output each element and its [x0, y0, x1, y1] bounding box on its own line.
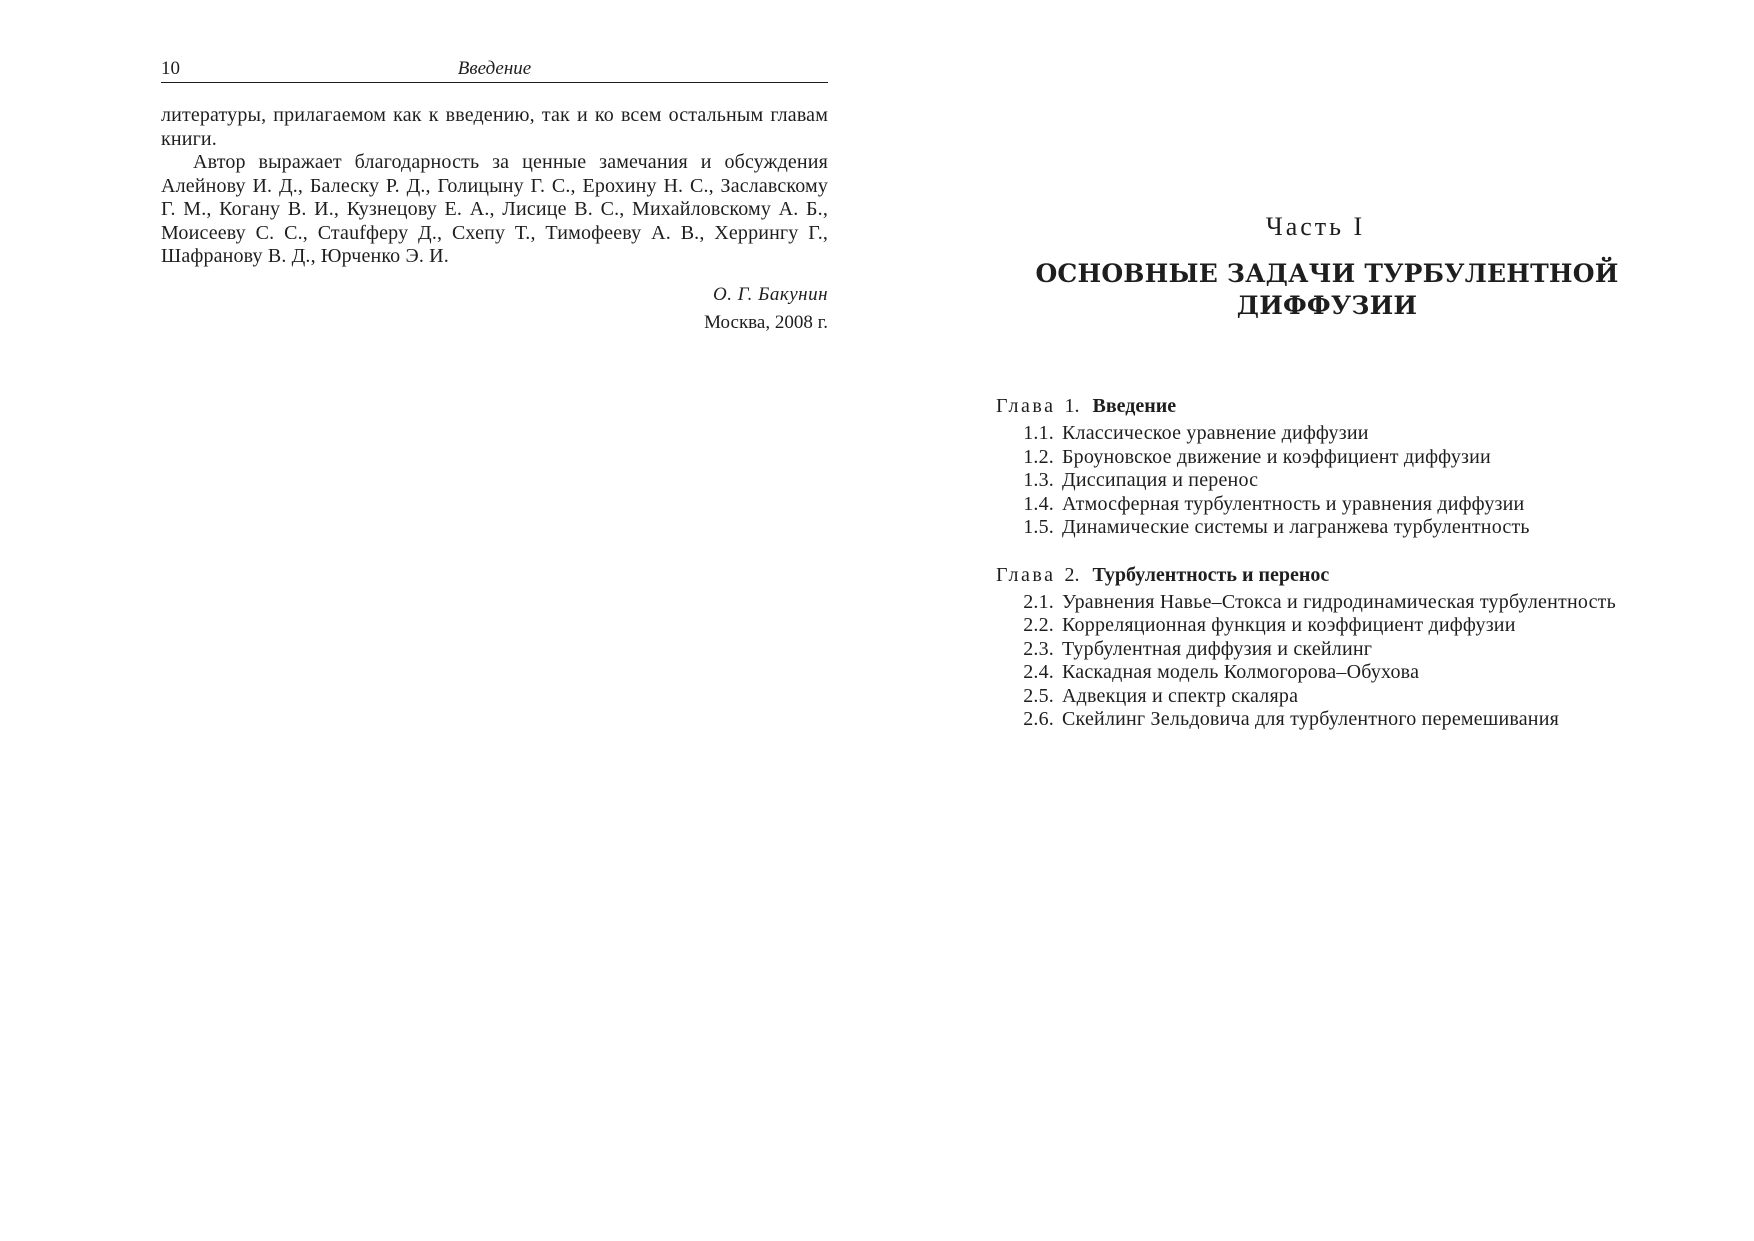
list-item — [996, 469, 1736, 493]
section-title: Корреляционная функция и коэффициент диффузии — [1062, 614, 1516, 636]
section-number: 2.4. — [1023, 661, 1054, 683]
section-number: 1.5. — [1023, 516, 1054, 538]
list-item — [996, 638, 1736, 662]
part-label: Часть I — [1265, 212, 1366, 241]
section-title: Адвекция и спектр скаляра — [1062, 684, 1299, 707]
chapter-label: Глава — [996, 395, 1056, 417]
section-title: Динамические системы и лагранжева турбулентность — [1062, 516, 1530, 538]
section-number: 1.2. — [1023, 445, 1054, 468]
running-header-title: Введение — [457, 58, 532, 79]
chapter-number: 1. — [1064, 395, 1080, 417]
section-title: Классическое уравнение диффузии — [1062, 422, 1369, 444]
section-list — [996, 422, 1736, 540]
chapter-title: Турбулентность и перенос — [1092, 563, 1330, 586]
section-number: 2.3. — [1023, 637, 1054, 660]
chapter-number: 2. — [1064, 563, 1080, 586]
list-item — [996, 708, 1736, 732]
list-item — [996, 661, 1736, 685]
section-title: Каскадная модель Колмогорова–Обухова — [1062, 661, 1420, 683]
list-item — [996, 446, 1736, 470]
section-title: Броуновское движение и коэффициент диффузии — [1062, 445, 1491, 468]
list-item — [996, 516, 1736, 540]
table-of-contents — [996, 392, 1736, 732]
chapter-heading — [996, 392, 1736, 420]
section-number: 1.4. — [1023, 492, 1054, 515]
chapter-heading — [996, 561, 1736, 589]
part-title: ОСНОВНЫЕ ЗАДАЧИ ТУРБУЛЕНТНОЙ ДИФФУЗИИ — [1035, 259, 1619, 320]
signature-author: О. Г. Бакунин — [713, 284, 828, 305]
toc-chapter-2 — [996, 561, 1736, 732]
running-header — [161, 58, 828, 83]
signature-place-date: Москва, 2008 г. — [704, 312, 828, 333]
section-title: Турбулентная диффузия и скейлинг — [1062, 637, 1373, 660]
section-list — [996, 591, 1736, 732]
section-title: Атмосферная турбулентность и уравнения диффузии — [1062, 492, 1525, 515]
list-item — [996, 422, 1736, 446]
list-item — [996, 591, 1736, 615]
list-item — [996, 614, 1736, 638]
signature — [704, 281, 828, 337]
section-number: 2.5. — [1023, 684, 1054, 707]
body-text — [161, 104, 828, 269]
toc-chapter-1 — [996, 392, 1736, 540]
page-number: 10 — [161, 58, 180, 79]
section-title: Диссипация и перенос — [1062, 469, 1259, 491]
chapter-label: Глава — [996, 563, 1056, 586]
section-number: 2.2. — [1023, 614, 1054, 636]
right-page — [877, 0, 1754, 1241]
list-item — [996, 685, 1736, 709]
section-title: Уравнения Навье–Стокса и гидродинамическая турбулентность — [1062, 590, 1616, 613]
section-number: 2.6. — [1023, 708, 1054, 730]
paragraph: литературы, прилагаемом как к введению, так и ко всем остальным главам книги. — [161, 104, 828, 150]
section-number: 1.1. — [1023, 422, 1054, 444]
list-item — [996, 493, 1736, 517]
chapter-title: Введение — [1092, 395, 1177, 417]
section-number: 2.1. — [1023, 590, 1054, 613]
paragraph-acknowledgements: Автор выражает благодарность за ценные замечания и обсуждения Алейнову И. Д., Балеску Р. Д., Голицыну Г. С., Ерохину Н. С., Заславскому Г. М., Когану В. И., Кузнецову Е. А., Лисице В. С., Михайловскому А. Б., Моисееву С. С., Стаufферу Д., Схепу Т., Тимофееву А. В., Херрингу Г., Шафранову В. Д., Юрченко Э. И. — [161, 151, 828, 267]
section-title: Скейлинг Зельдовича для турбулентного перемешивания — [1062, 708, 1560, 730]
section-number: 1.3. — [1023, 469, 1054, 491]
